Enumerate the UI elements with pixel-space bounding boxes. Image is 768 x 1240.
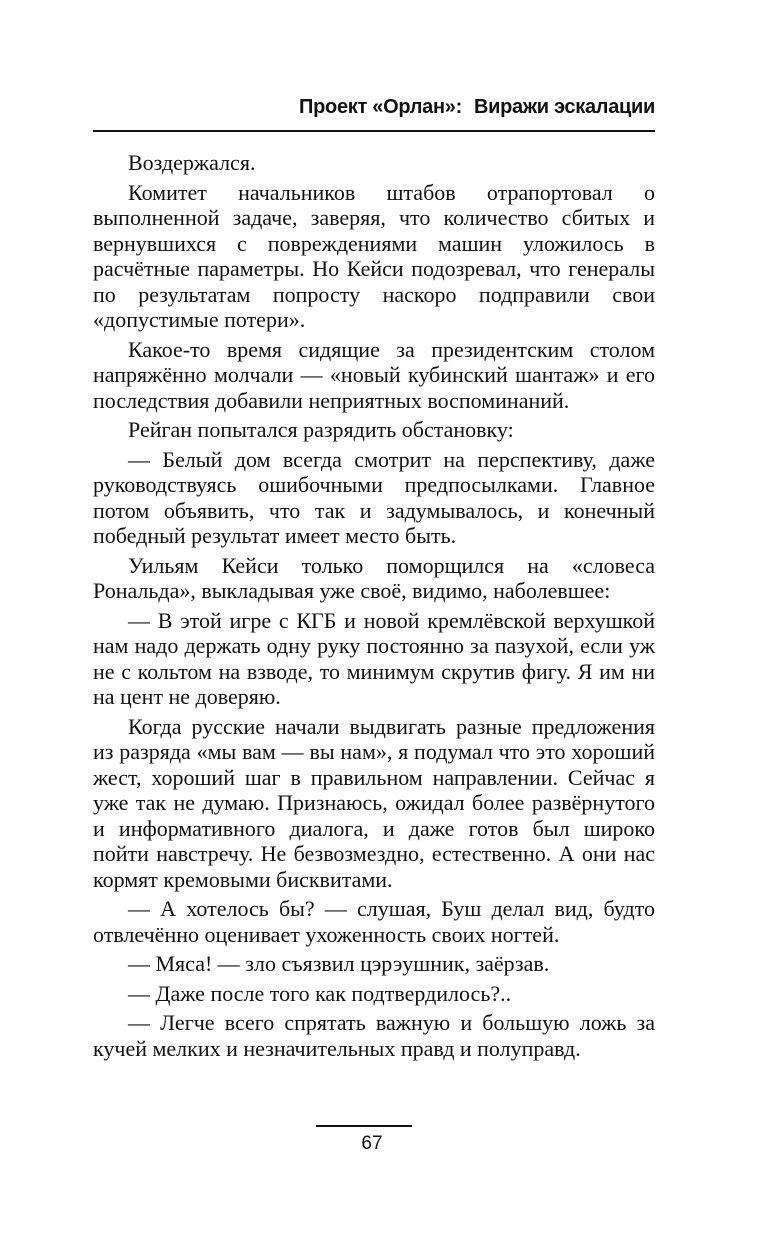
paragraph: — Даже после того как подтвердилось?.. <box>128 980 512 1006</box>
paragraph: — Легче всего спрятать важную и большую ложь за кучей мелких и незначительных правд и полуправд. <box>93 1010 655 1061</box>
book-title: Проект «Орлан»: <box>299 96 462 118</box>
paragraph: Комитет начальников штабов отрапортовал о выполненной задаче, заверяя, что количество сбитых и вернувшихся с повреждениями машин уложилось в расчётные параметры. Но Кейси подозревал, что генералы по результатам попросту наскоро подправили свои «допустимые потери». <box>93 179 655 332</box>
running-header <box>93 96 655 119</box>
paragraph: — Белый дом всегда смотрит на перспективу, даже руководствуясь ошибочными предпосылками. Главное потом объявить, что так и задумывалось, и конечный победный результат имеет место быть. <box>93 446 655 548</box>
header-rule <box>93 130 655 132</box>
paragraph: — Мяса! — зло съязвил цэрэушник, заёрзав. <box>128 951 550 976</box>
paragraph: — А хотелось бы? — слушая, Буш делал вид, будто отвлечённо оценивает ухоженность своих ногтей. <box>93 896 655 947</box>
paragraph: — В этой игре с КГБ и новой кремлёвской верхушкой нам надо держать одну руку постоянно за пазухой, если уж не с кольтом на взводе, то минимум скрутив фигу. Я им ни на цент не доверяю. <box>93 607 655 709</box>
footer-rule <box>316 1125 412 1127</box>
paragraph: Какое-то время сидящие за президентским столом напряжённо молчали — «новый кубинский шантаж» и его последствия добавили неприятных воспоминаний. <box>93 336 655 413</box>
body-text <box>93 150 655 1061</box>
paragraph: Уильям Кейси только поморщился на «словеса Рональда», выкладывая уже своё, видимо, наболевшее: <box>93 552 655 603</box>
paragraph: Рейган попытался разрядить обстановку: <box>128 417 514 442</box>
chapter-title: Виражи эскалации <box>473 96 655 118</box>
paragraph: Когда русские начали выдвигать разные предложения из разряда «мы вам — вы нам», я подумал что это хороший жест, хороший шаг в правильном направлении. Сейчас я уже так не думаю. Признаюсь, ожидал более развёрнутого и информативного диалога, и даже готов был широко пойти навстречу. Не безвозмездно, естественно. А они нас кормят кремовыми бисквитами. <box>93 713 655 892</box>
paragraph: Воздержался. <box>128 150 256 175</box>
page-number: 67 <box>361 1133 383 1154</box>
